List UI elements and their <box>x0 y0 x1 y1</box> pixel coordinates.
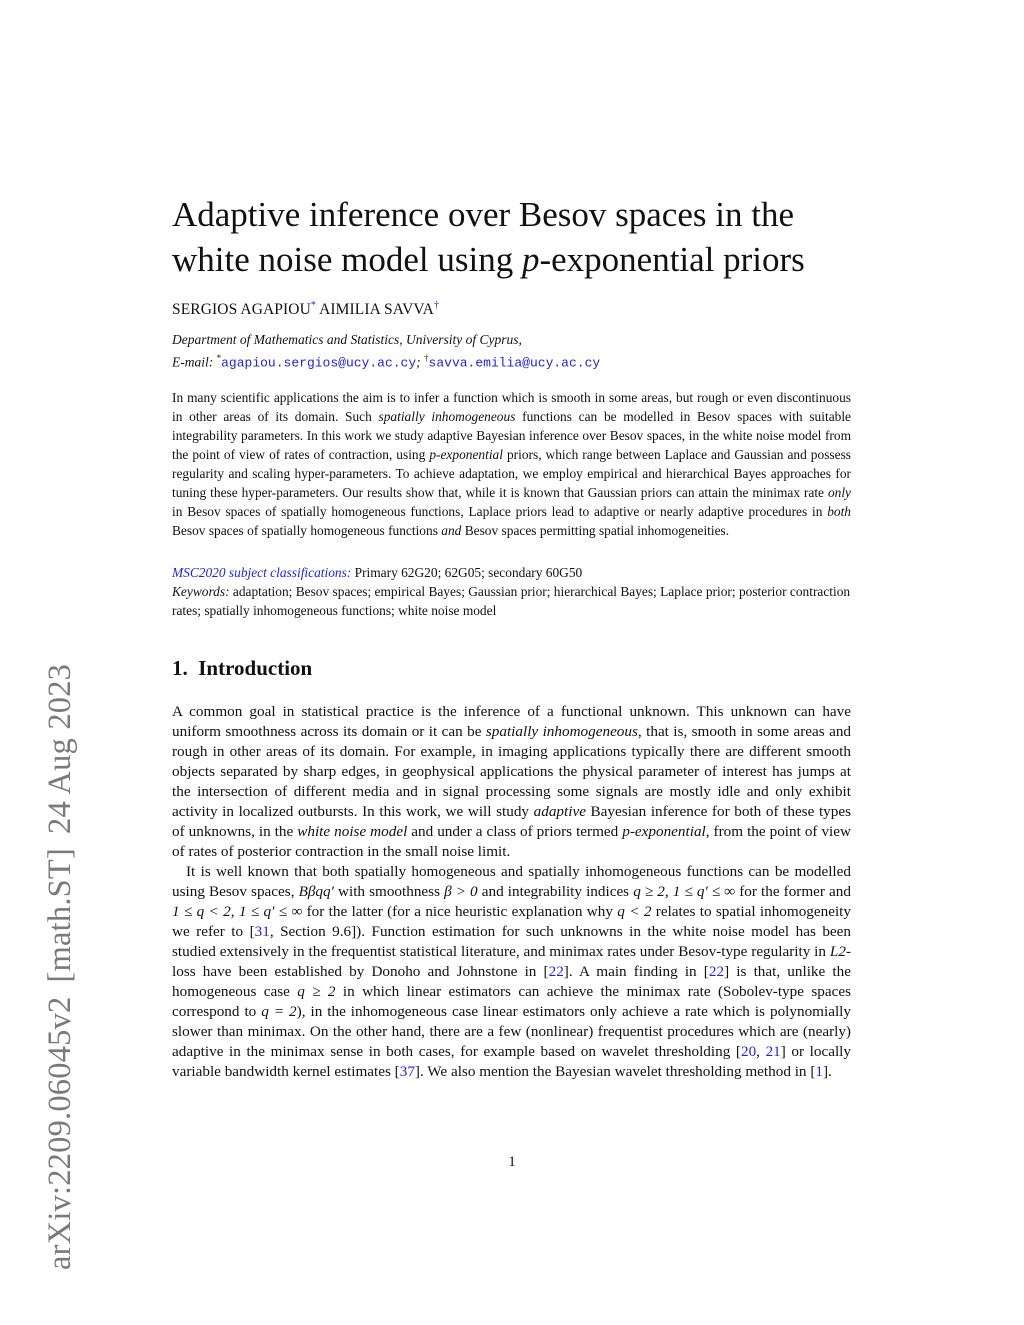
body-text: relates to spatial inhomogeneity we refer to [ <box>172 903 851 940</box>
math-inline: q = 2 <box>261 1003 297 1020</box>
section-heading-introduction <box>172 656 312 681</box>
author-2-mark[interactable]: † <box>433 300 440 311</box>
body-emphasis: p-exponential <box>622 823 706 840</box>
body-emphasis: spatially inhomogeneous <box>485 723 638 740</box>
body-text: ]. <box>822 1063 832 1080</box>
author-1-mark[interactable]: * <box>310 300 316 311</box>
citation-link[interactable]: 21 <box>765 1043 781 1060</box>
abstract-emphasis: p-exponential <box>429 447 503 462</box>
page-number: 1 <box>508 1154 516 1170</box>
author-2: AIMILIA SAVVA <box>319 301 434 319</box>
body-emphasis: adaptive <box>533 803 586 820</box>
section-number: 1. <box>172 656 188 680</box>
body-text: , that is, smooth in some areas and rough in other areas of its domain. For example, in imaging applications typically there are different smooth objects separated by sharp edges, in geophysical applications the physical parameter of interest has jumps at the intersection of different media and in signal processing some signals are mostly idle and only exhibit activity in localized outbursts. In this work, we will study <box>172 723 852 820</box>
math-inline: q ≥ 2 <box>297 983 336 1000</box>
abstract-emphasis: spatially inhomogeneous <box>378 409 516 424</box>
citation-link[interactable]: 37 <box>399 1063 415 1080</box>
msc-value: Primary 62G20; 62G05; secondary 60G50 <box>351 565 583 580</box>
section-title: Introduction <box>198 656 313 680</box>
msc-link[interactable]: MSC2020 subject classifications: <box>172 565 352 580</box>
citation-link[interactable]: 1 <box>815 1063 823 1080</box>
abstract-text: Besov spaces of spatially homogeneous functions <box>172 523 442 538</box>
email-label: E-mail: <box>172 354 214 370</box>
title-line-2-pre: white noise model using <box>172 240 522 279</box>
intro-paragraph-1 <box>172 702 851 862</box>
body-text: ]. We also mention the Bayesian wavelet thresholding method in [ <box>414 1063 816 1080</box>
citation-link[interactable]: 20 <box>740 1043 757 1060</box>
abstract-text: priors, which range between Laplace and Gaussian and possess regularity and scaling hyper-parameters. To achieve adaptation, we employ empirical and hierarchical Bayes approaches for tuning these hyper-parameters. Our results show that, while it is known that Gaussian priors can attain the minimax rate <box>172 447 851 500</box>
title-line-2-var: p <box>521 240 540 279</box>
arxiv-date: 24 Aug 2023 <box>42 663 78 834</box>
abstract-emphasis: and <box>441 523 462 538</box>
body-text: , from the point of view of rates of posterior contraction in the small noise limit. <box>172 823 851 860</box>
body-text: Bayesian inference for both of these types of unknowns, in the <box>172 803 852 840</box>
body-text: -loss have been established by Donoho and Johnstone in [ <box>172 943 851 980</box>
author-list <box>172 300 439 319</box>
intro-paragraph-2 <box>172 862 851 1082</box>
keywords-label: Keywords: <box>172 584 230 599</box>
abstract-text: in Besov spaces of spatially homogeneous functions, Laplace priors lead to adaptive or nearly adaptive procedures in <box>172 504 828 519</box>
math-inline: β > 0 <box>444 883 478 900</box>
author-1: SERGIOS AGAPIOU <box>172 301 311 319</box>
department: Department of Mathematics and Statistics, University of Cyprus, <box>172 332 522 347</box>
email-link-2[interactable]: savva.emilia@ucy.ac.cy <box>428 355 601 371</box>
email-1-mark: * <box>216 353 222 363</box>
affiliation <box>172 330 600 373</box>
paper-title <box>172 192 892 282</box>
keywords-value: adaptation; Besov spaces; empirical Bayes; Gaussian prior; hierarchical Bayes; Laplace prior; posterior contraction rates; spatially inhomogeneous functions; white noise model <box>172 584 851 618</box>
introduction-body <box>172 702 851 1082</box>
abstract-text: In many scientific applications the aim is to infer a function which is smooth in some areas, but rough or even discontinuous in other areas of its domain. Such <box>172 390 851 424</box>
email-separator: ; <box>416 354 421 370</box>
citation-link[interactable]: 22 <box>548 963 564 980</box>
math-besov-space: Bβqq′ <box>298 883 334 900</box>
abstract-emphasis: both <box>827 504 851 519</box>
title-line-1: Adaptive inference over Besov spaces in the <box>172 195 794 234</box>
arxiv-id[interactable]: arXiv:2209.06045v2 <box>42 996 78 1270</box>
body-text: and under a class of priors termed <box>407 823 623 840</box>
arxiv-category: [math.ST] <box>42 848 78 983</box>
math-inline: L2 <box>829 943 846 960</box>
email-link-1[interactable]: agapiou.sergios@ucy.ac.cy <box>221 355 417 371</box>
citation-link[interactable]: 31 <box>254 923 270 940</box>
abstract-emphasis: only <box>827 485 851 500</box>
body-text: , <box>756 1043 766 1060</box>
msc-classification <box>172 563 851 582</box>
math-inline: 1 ≤ q < 2, 1 ≤ q′ ≤ ∞ <box>172 903 303 920</box>
body-text: ), in the inhomogeneous case linear estimators only achieve a rate which is polynomially slower than minimax. On the other hand, there are a few (nonlinear) frequentist procedures which are (nearly) adaptive in the minimax sense in both cases, for example based on wavelet thresholding [ <box>172 1003 851 1060</box>
body-text: , Section 9.6]). Function estimation for such unknowns in the white noise model has been studied extensively in the frequentist statistical literature, and minimax rates under Besov-type regularity in <box>172 923 851 960</box>
abstract <box>172 388 851 540</box>
body-text: for the former and <box>735 883 851 900</box>
math-inline: q ≥ 2, 1 ≤ q′ ≤ ∞ <box>633 883 736 900</box>
title-line-2-post: -exponential priors <box>539 240 805 279</box>
body-text: with smoothness <box>333 883 445 900</box>
citation-link[interactable]: 22 <box>708 963 725 980</box>
body-text: A common goal in statistical practice is the inference of a functional unknown. This unknown can have uniform smoothness across its domain or it can be <box>172 703 851 740</box>
body-text: ]. A main finding in [ <box>563 963 709 980</box>
email-2-mark: † <box>424 353 429 363</box>
body-text: ] is that, unlike the homogeneous case <box>172 963 851 1000</box>
body-text: ] or locally variable bandwidth kernel estimates [ <box>172 1043 851 1080</box>
abstract-text: Besov spaces permitting spatial inhomogeneities. <box>461 523 730 538</box>
body-text: for the latter (for a nice heuristic explanation why <box>302 903 618 920</box>
body-text: It is well known that both spatially homogeneous and spatially inhomogeneous functions can be modelled using Besov spaces, <box>172 863 851 900</box>
arxiv-sidebar-stamp <box>42 650 79 1270</box>
keywords <box>172 582 851 620</box>
body-text: and integrability indices <box>477 883 634 900</box>
body-emphasis: white noise model <box>297 823 408 840</box>
body-text: in which linear estimators can achieve the minimax rate (Sobolev-type spaces correspond to <box>172 983 851 1020</box>
abstract-text: functions can be modelled in Besov spaces with suitable integrability parameters. In this work we study adaptive Bayesian inference over Besov spaces, in the white noise model from the point of view of rates of contraction, using <box>172 409 851 462</box>
math-inline: q < 2 <box>617 903 652 920</box>
